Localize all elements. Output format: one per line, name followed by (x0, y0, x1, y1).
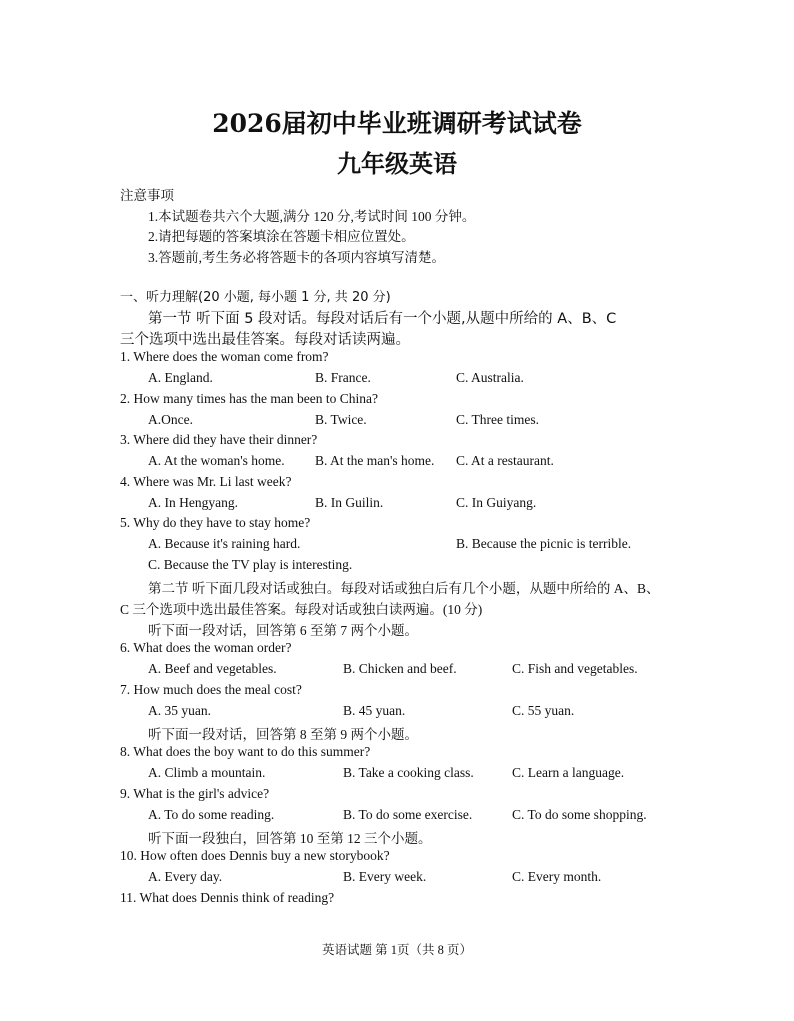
question-stem: 3. Where did they have their dinner? (120, 432, 318, 447)
option-c: C. At a restaurant. (456, 453, 554, 468)
question-stem: 9. What is the girl's advice? (120, 786, 270, 801)
option-c: C. To do some shopping. (512, 807, 647, 822)
dialogue-instruction: 听下面一段对话，回答第 8 至第 9 两个小题。 (148, 727, 418, 742)
option-c: C. In Guiyang. (456, 495, 537, 510)
section2-instruction: C 三个选项中选出最佳答案。每段对话或独白读两遍。(10 分) (120, 602, 483, 617)
option-a: A. To do some reading. (148, 807, 275, 822)
option-c: C. Learn a language. (512, 765, 625, 780)
note-item: 3.答题前,考生务必将答题卡的各项内容填写清楚。 (148, 250, 445, 265)
option-a: A. England. (148, 370, 213, 385)
section2-instruction: 第二节 听下面几段对话或独白。每段对话或独白后有几个小题，从题中所给的 A、B、 (148, 581, 660, 596)
note-item: 1.本试题卷共六个大题,满分 120 分,考试时间 100 分钟。 (148, 209, 476, 224)
option-a: A. 35 yuan. (148, 703, 211, 718)
question-stem: 2. How many times has the man been to China? (120, 391, 378, 406)
option-b: B. To do some exercise. (343, 807, 473, 822)
notes-heading: 注意事项 (120, 188, 174, 203)
question-stem: 11. What does Dennis think of reading? (120, 890, 335, 905)
part1-heading: 一、听力理解(20 小题, 每小题 1 分, 共 20 分) (120, 290, 391, 305)
option-c: C. Because the TV play is interesting. (148, 557, 353, 572)
question-stem: 7. How much does the meal cost? (120, 682, 302, 697)
question-stem: 4. Where was Mr. Li last week? (120, 474, 292, 489)
option-c: C. Three times. (456, 412, 539, 427)
question-stem: 10. How often does Dennis buy a new storybook? (120, 848, 390, 863)
note-item: 2.请把每题的答案填涂在答题卡相应位置处。 (148, 229, 415, 244)
monologue-instruction: 听下面一段独白，回答第 10 至第 12 三个小题。 (148, 831, 432, 846)
option-b: B. Take a cooking class. (343, 765, 474, 780)
option-b: B. Because the picnic is terrible. (456, 536, 632, 551)
section1-instruction: 三个选项中选出最佳答案。每段对话读两遍。 (120, 332, 410, 348)
option-a: A. Beef and vegetables. (148, 661, 277, 676)
section1-instruction: 第一节 听下面 5 段对话。每段对话后有一个小题,从题中所给的 A、B、C (148, 311, 617, 327)
exam-title: 2026届初中毕业班调研考试试卷 (212, 109, 582, 138)
option-b: B. 45 yuan. (343, 703, 406, 718)
option-b: B. Every week. (343, 869, 427, 884)
option-c: C. Fish and vegetables. (512, 661, 638, 676)
question-stem: 8. What does the boy want to do this summer? (120, 744, 371, 759)
question-stem: 6. What does the woman order? (120, 640, 292, 655)
question-stem: 1. Where does the woman come from? (120, 349, 329, 364)
question-stem: 5. Why do they have to stay home? (120, 515, 311, 530)
option-c: C. Every month. (512, 869, 602, 884)
option-b: B. At the man's home. (315, 453, 435, 468)
option-b: B. France. (315, 370, 371, 385)
page-footer: 英语试题 第 1页（共 8 页） (321, 943, 472, 957)
option-a: A. Climb a mountain. (148, 765, 266, 780)
option-a: A.Once. (148, 412, 193, 427)
option-b: B. Chicken and beef. (343, 661, 457, 676)
option-a: A. At the woman's home. (148, 453, 285, 468)
exam-subtitle: 九年级英语 (337, 149, 457, 178)
option-c: C. Australia. (456, 370, 524, 385)
dialogue-instruction: 听下面一段对话，回答第 6 至第 7 两个小题。 (148, 623, 418, 638)
option-b: B. In Guilin. (315, 495, 384, 510)
option-a: A. In Hengyang. (148, 495, 238, 510)
option-b: B. Twice. (315, 412, 367, 427)
option-c: C. 55 yuan. (512, 703, 575, 718)
option-a: A. Every day. (148, 869, 223, 884)
option-a: A. Because it's raining hard. (148, 536, 301, 551)
